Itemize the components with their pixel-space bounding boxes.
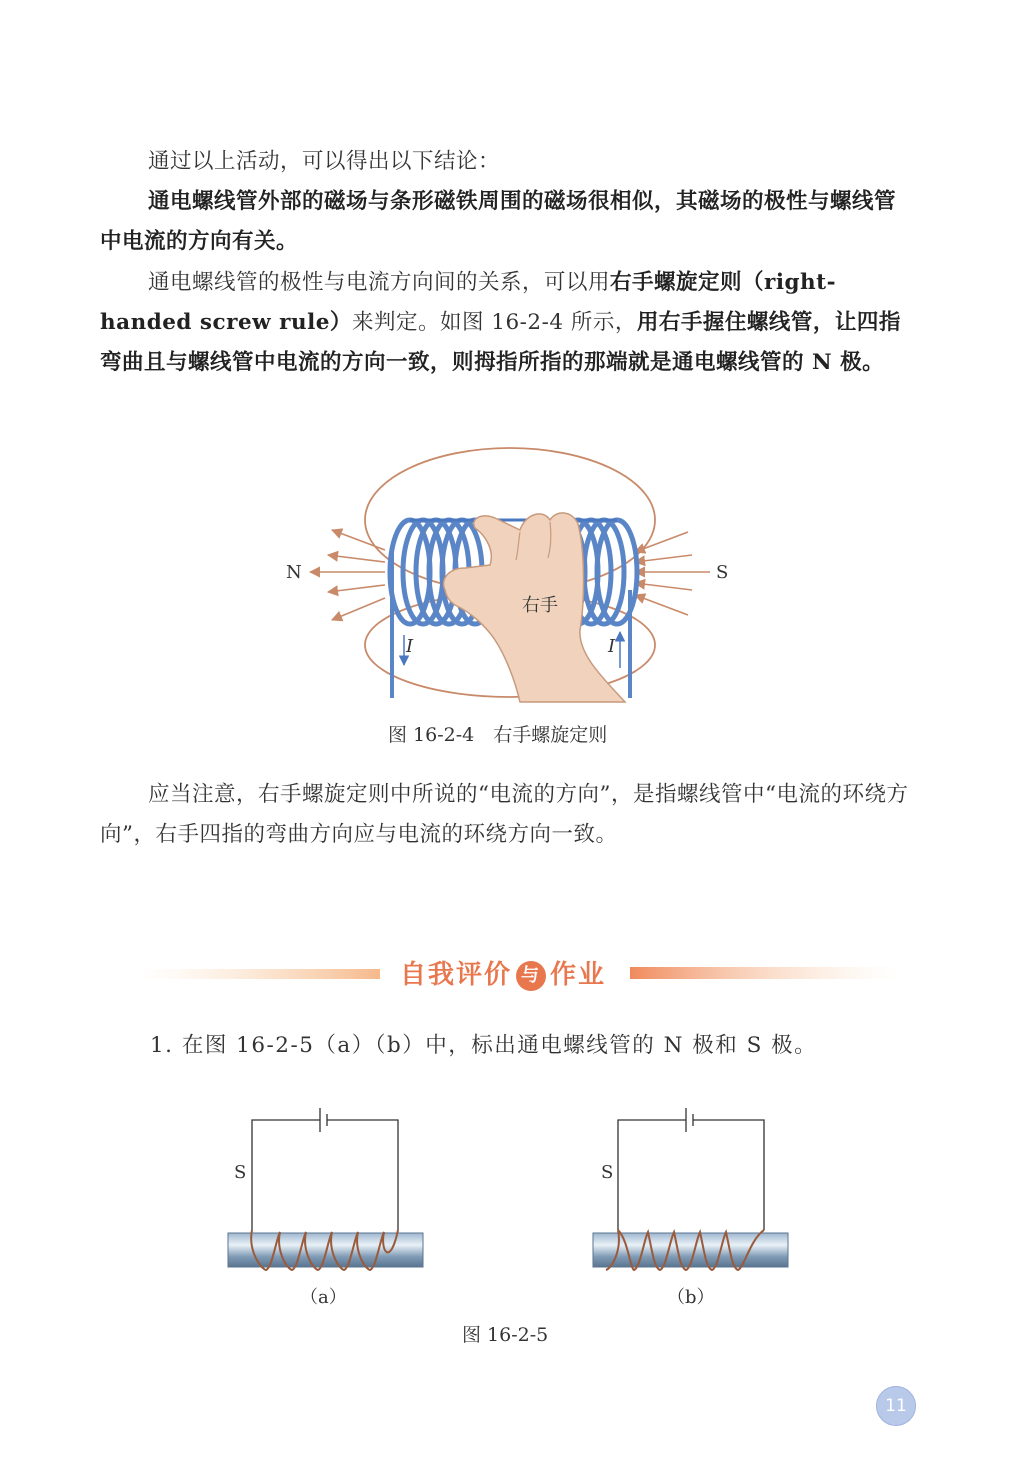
page-number: 11 — [876, 1386, 916, 1426]
rule-text-c: 来判定。如图 16-2-4 所示， — [351, 310, 637, 335]
pole-label-n: N — [286, 562, 302, 583]
circuit-b — [618, 1108, 764, 1230]
switch-label-b: S — [601, 1162, 614, 1183]
solenoid-circuits-figure — [220, 1100, 820, 1300]
figure-caption-16-2-5: 图 16-2-5 — [462, 1324, 549, 1346]
section-title — [400, 954, 606, 991]
switch-label-a: S — [234, 1162, 247, 1183]
subfigure-label-b: （b） — [667, 1287, 715, 1308]
current-label-left: I — [406, 636, 414, 657]
current-label-right: I — [608, 636, 616, 657]
subfigure-label-a: （a） — [300, 1287, 347, 1308]
paragraph-right-hand-rule — [100, 263, 915, 383]
exercise-question-1: 1. 在图 16-2-5（a）（b）中，标出通电螺线管的 N 极和 S 极。 — [150, 1033, 818, 1058]
paragraph-conclusion: 通电螺线管外部的磁场与条形磁铁周围的磁场很相似，其磁场的极性与螺线管中电流的方向有关。 — [100, 189, 897, 254]
rule-term: 右手螺旋定则（right-handed screw rule） — [100, 270, 837, 335]
section-title-badge: 与 — [516, 961, 546, 991]
rule-text-a: 通电螺线管的极性与电流方向间的关系，可以用 — [148, 270, 611, 295]
paragraph-conclusion-intro: 通过以上活动，可以得出以下结论： — [148, 149, 501, 174]
paragraph-note: 应当注意，右手螺旋定则中所说的“电流的方向”，是指螺线管中“电流的环绕方向”，右手四指的弯曲方向应与电流的环绕方向一致。 — [100, 782, 909, 847]
section-title-a: 自我评价 — [400, 960, 513, 990]
rule-text-d: 用右手握住螺线管，让四指弯曲且与螺线管中电流的方向一致，则拇指所指的那端就是通电螺线管的 N 极。 — [100, 310, 901, 375]
hand-label: 右手 — [522, 595, 558, 616]
right-hand-rule-figure — [280, 440, 740, 710]
circuit-a — [252, 1108, 398, 1230]
pole-label-s: S — [716, 562, 729, 583]
section-title-b: 作业 — [550, 960, 607, 990]
figure-caption-16-2-4: 图 16-2-4 右手螺旋定则 — [388, 724, 608, 746]
